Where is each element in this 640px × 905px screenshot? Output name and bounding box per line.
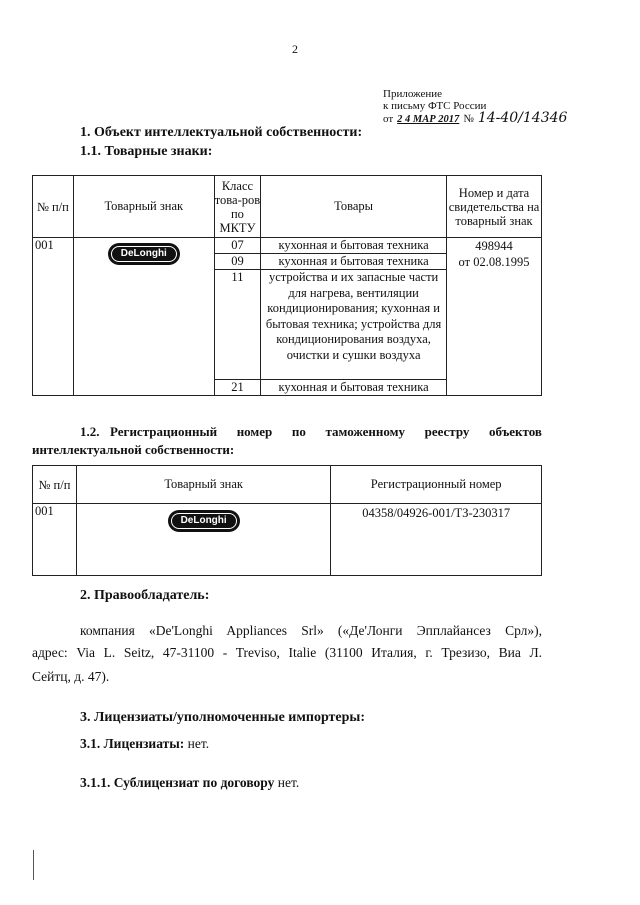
goods-cell: кухонная и бытовая техника <box>261 238 447 254</box>
appendix-title: Приложение <box>383 88 443 100</box>
header-class: Класс това-ров по МКТУ <box>214 176 260 238</box>
date-stamp: 2 4 МАР 2017 <box>397 114 460 125</box>
right-holder-line1: компания «De'Longhi Appliances Srl» («Де'Лонги Эпплайансез Срл»), <box>80 623 542 638</box>
section1-1-heading: 1.1. Товарные знаки: <box>80 144 213 159</box>
margin-mark <box>33 850 34 880</box>
certificate-number: 498944 <box>475 239 513 253</box>
right-holder-line3: Сейтц, д. 47). <box>32 669 110 684</box>
table-row <box>33 238 542 254</box>
sublicensee-value: нет. <box>277 775 300 790</box>
section1-2-heading-line2: интеллектуальной собственности: <box>32 442 235 457</box>
letter-number: 14-40/14346 <box>477 110 568 126</box>
registration-table <box>32 465 542 576</box>
appendix-letter-ref: к письму ФТС России <box>383 100 487 112</box>
table-header-row <box>33 176 542 238</box>
number-prefix: № <box>463 113 474 125</box>
trademark-cell <box>73 238 214 396</box>
certificate-cell <box>447 238 542 396</box>
header-trademark: Товарный знак <box>73 176 214 238</box>
trademarks-table <box>32 175 542 396</box>
goods-cell: кухонная и бытовая техника <box>261 254 447 270</box>
delonghi-logo: DeLonghi <box>108 243 180 265</box>
class-cell: 21 <box>214 380 260 396</box>
header-certificate: Номер и дата свидетельства на товарный знак <box>447 176 542 238</box>
header-num: № п/п <box>33 176 74 238</box>
appendix-block <box>383 88 567 126</box>
delonghi-logo: DeLonghi <box>168 510 240 532</box>
header-registration-number: Регистрационный номер <box>331 466 542 504</box>
sublicensee-label: 3.1.1. Сублицензиат по договору <box>80 775 275 790</box>
row-num: 001 <box>33 504 77 576</box>
table-header-row <box>33 466 542 504</box>
page-number: 2 <box>292 42 298 56</box>
date-prefix: от <box>383 113 394 125</box>
section1-2-heading: 1.2. Регистрационный номер по таможенному реестру объектов <box>80 424 542 439</box>
section1-heading: 1. Объект интеллектуальной собственности: <box>80 125 363 140</box>
section3-heading: 3. Лицензиаты/уполномоченные импортеры: <box>80 710 366 725</box>
licensees-value: нет. <box>187 736 210 751</box>
registration-number: 04358/04926-001/ТЗ-230317 <box>331 504 542 576</box>
appendix-date-line <box>383 112 567 126</box>
header-num: № п/п <box>33 466 77 504</box>
header-goods: Товары <box>261 176 447 238</box>
licensees-line <box>80 733 209 754</box>
goods-cell: устройства и их запасные части для нагрева, вентиляции кондиционирования; кухонная и бытовая техника; устройства для кондиционирования воздуха, очистки и сушки воздуха <box>261 270 447 380</box>
header-trademark: Товарный знак <box>76 466 330 504</box>
goods-cell: кухонная и бытовая техника <box>261 380 447 396</box>
section2-heading: 2. Правообладатель: <box>80 588 210 603</box>
class-cell: 09 <box>214 254 260 270</box>
certificate-date: от 02.08.1995 <box>458 255 530 269</box>
trademark-cell <box>76 504 330 576</box>
class-cell: 11 <box>214 270 260 380</box>
row-num: 001 <box>33 238 74 396</box>
class-cell: 07 <box>214 238 260 254</box>
licensees-label: 3.1. Лицензиаты: <box>80 736 185 751</box>
right-holder-line2: адрес: Via L. Seitz, 47-31100 - Treviso, Italie (31100 Италия, г. Трезизо, Виа Л. <box>32 645 542 660</box>
table-row <box>33 504 542 576</box>
sublicensee-line <box>80 772 299 793</box>
